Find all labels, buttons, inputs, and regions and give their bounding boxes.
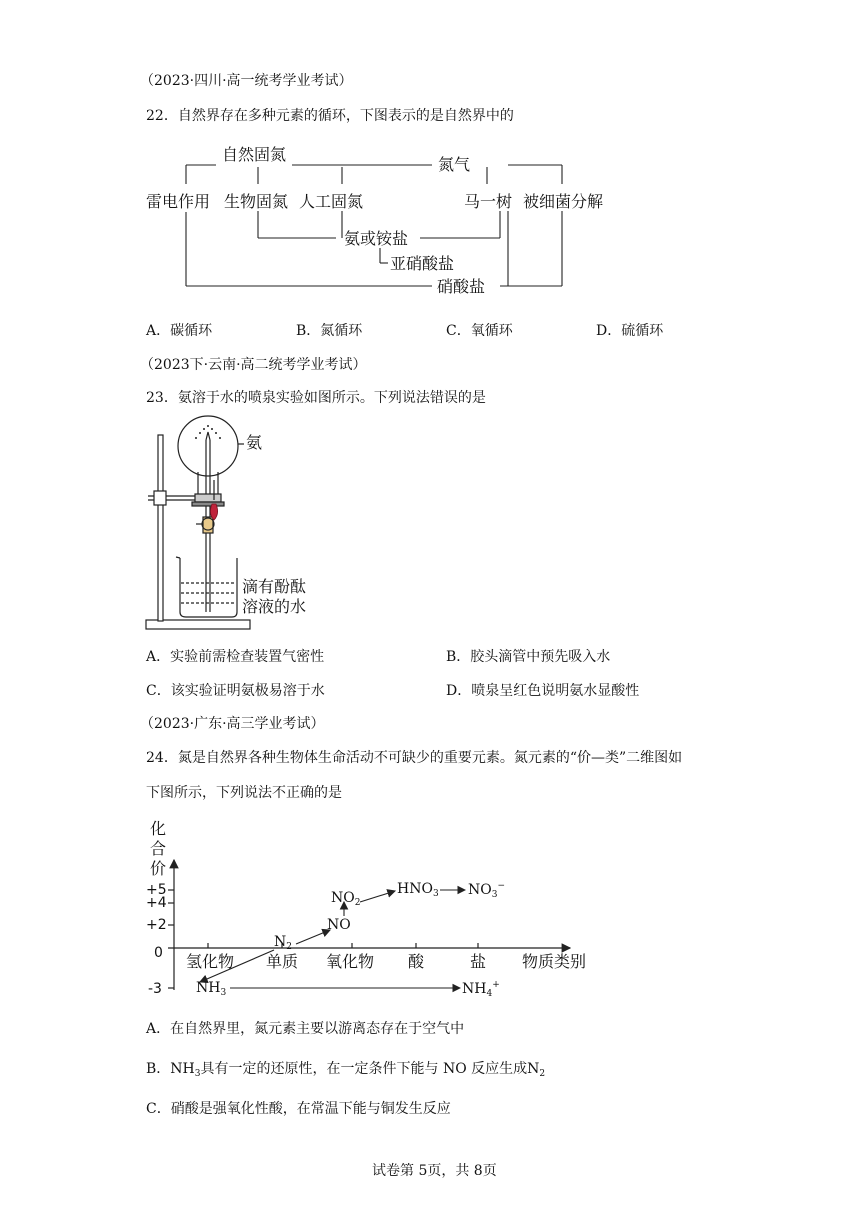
x-cat-element: 单质: [266, 952, 299, 971]
x-cat-oxide: 氧化物: [326, 952, 375, 971]
species-nh3: $NH_3$: [196, 980, 227, 998]
label-lightning: 雷电作用: [146, 192, 211, 211]
q22-option-b[interactable]: B．氮循环: [296, 323, 363, 339]
label-nitrate: 硝酸盐: [437, 277, 486, 296]
q24-option-a[interactable]: A．在自然界里，氮元素主要以游离态存在于空气中: [146, 1021, 465, 1037]
page-footer: 试卷第 5页，共 8页: [372, 1163, 497, 1179]
label-ammonia-salt: 氨或铵盐: [344, 229, 409, 248]
x-cat-acid: 酸: [408, 952, 425, 971]
label-artificial-fixation: 人工固氮: [299, 192, 364, 211]
label-bio-fixation: 生物固氮: [224, 192, 289, 211]
q23-option-b[interactable]: B．胶头滴管中预先吸入水: [446, 649, 611, 665]
y-label-char-2: 合: [150, 839, 167, 858]
y-tick-plus4: +4: [146, 895, 167, 911]
label-bacteria: 被细菌分解: [523, 192, 604, 211]
q24-stem-line1: 24．氮是自然界各种生物体生命活动不可缺少的重要元素。氮元素的“价—类”二维图如: [146, 750, 683, 766]
y-label-char-3: 价: [150, 859, 167, 878]
q24-option-c[interactable]: C．硝酸是强氧化性酸，在常温下能与铜发生反应: [146, 1101, 451, 1117]
q24-option-b-nh3: $NH_3$: [170, 1061, 201, 1079]
q22-source: （2023·四川·高一统考学业考试）: [140, 73, 353, 89]
q24-stem-line2: 下图所示，下列说法不正确的是: [146, 785, 342, 801]
species-no3-ion: $NO_3^-$: [468, 881, 506, 900]
arrow-n2-no: [296, 930, 330, 944]
y-tick-minus3: -3: [148, 981, 162, 997]
y-tick-plus5: +5: [146, 882, 167, 898]
x-cat-salt: 盐: [470, 952, 487, 971]
arrow-no2-hno3: [360, 891, 395, 902]
species-no: NO: [327, 917, 351, 933]
q23-source: （2023下·云南·高二统考学业考试）: [140, 357, 367, 373]
label-phenolphthalein-2: 溶液的水: [242, 597, 307, 616]
species-hno3: $HNO_3$: [397, 881, 439, 899]
species-n2: $N_2$: [274, 934, 292, 952]
q22-option-a[interactable]: A．碳循环: [146, 323, 213, 339]
q23-option-a[interactable]: A．实验前需检查装置气密性: [146, 649, 325, 665]
y-tick-plus2: +2: [146, 917, 167, 933]
q23-option-d[interactable]: D．喷泉呈红色说明氨水显酸性: [446, 683, 640, 699]
x-cat-hydride: 氢化物: [186, 952, 235, 971]
label-natural-fixation: 自然固氮: [222, 145, 287, 164]
x-axis-label: 物质类别: [522, 952, 587, 971]
species-nh4-ion: $NH_4^+$: [462, 980, 500, 999]
label-ammonia: 氨: [246, 433, 263, 452]
label-phenolphthalein-1: 滴有酚酞: [242, 577, 307, 596]
y-tick-zero: 0: [154, 945, 163, 961]
q24-option-b-prefix: B．: [146, 1061, 171, 1077]
label-nitrite: 亚硝酸盐: [390, 254, 455, 273]
q22-option-c[interactable]: C．氧循环: [446, 323, 513, 339]
q24-source: （2023·广东·高三学业考试）: [140, 716, 325, 732]
q24-option-b-n2: $N_2$: [527, 1061, 546, 1079]
y-label-char-1: 化: [150, 819, 167, 838]
q22-stem: 22．自然界存在多种元素的循环，下图表示的是自然界中的: [146, 108, 514, 124]
q24-option-b[interactable]: [146, 1060, 545, 1083]
q22-option-d[interactable]: D．硫循环: [596, 323, 664, 339]
label-horse-tree: 马一树: [464, 192, 513, 211]
q23-stem: 23．氨溶于水的喷泉实验如图所示。下列说法错误的是: [146, 390, 486, 406]
species-no2: $NO_2$: [331, 890, 361, 908]
label-nitrogen-gas: 氮气: [438, 155, 471, 174]
q24-option-b-text: 具有一定的还原性，在一定条件下能与 NO 反应生成: [200, 1061, 528, 1077]
q23-option-c[interactable]: C．该实验证明氨极易溶于水: [146, 683, 325, 699]
